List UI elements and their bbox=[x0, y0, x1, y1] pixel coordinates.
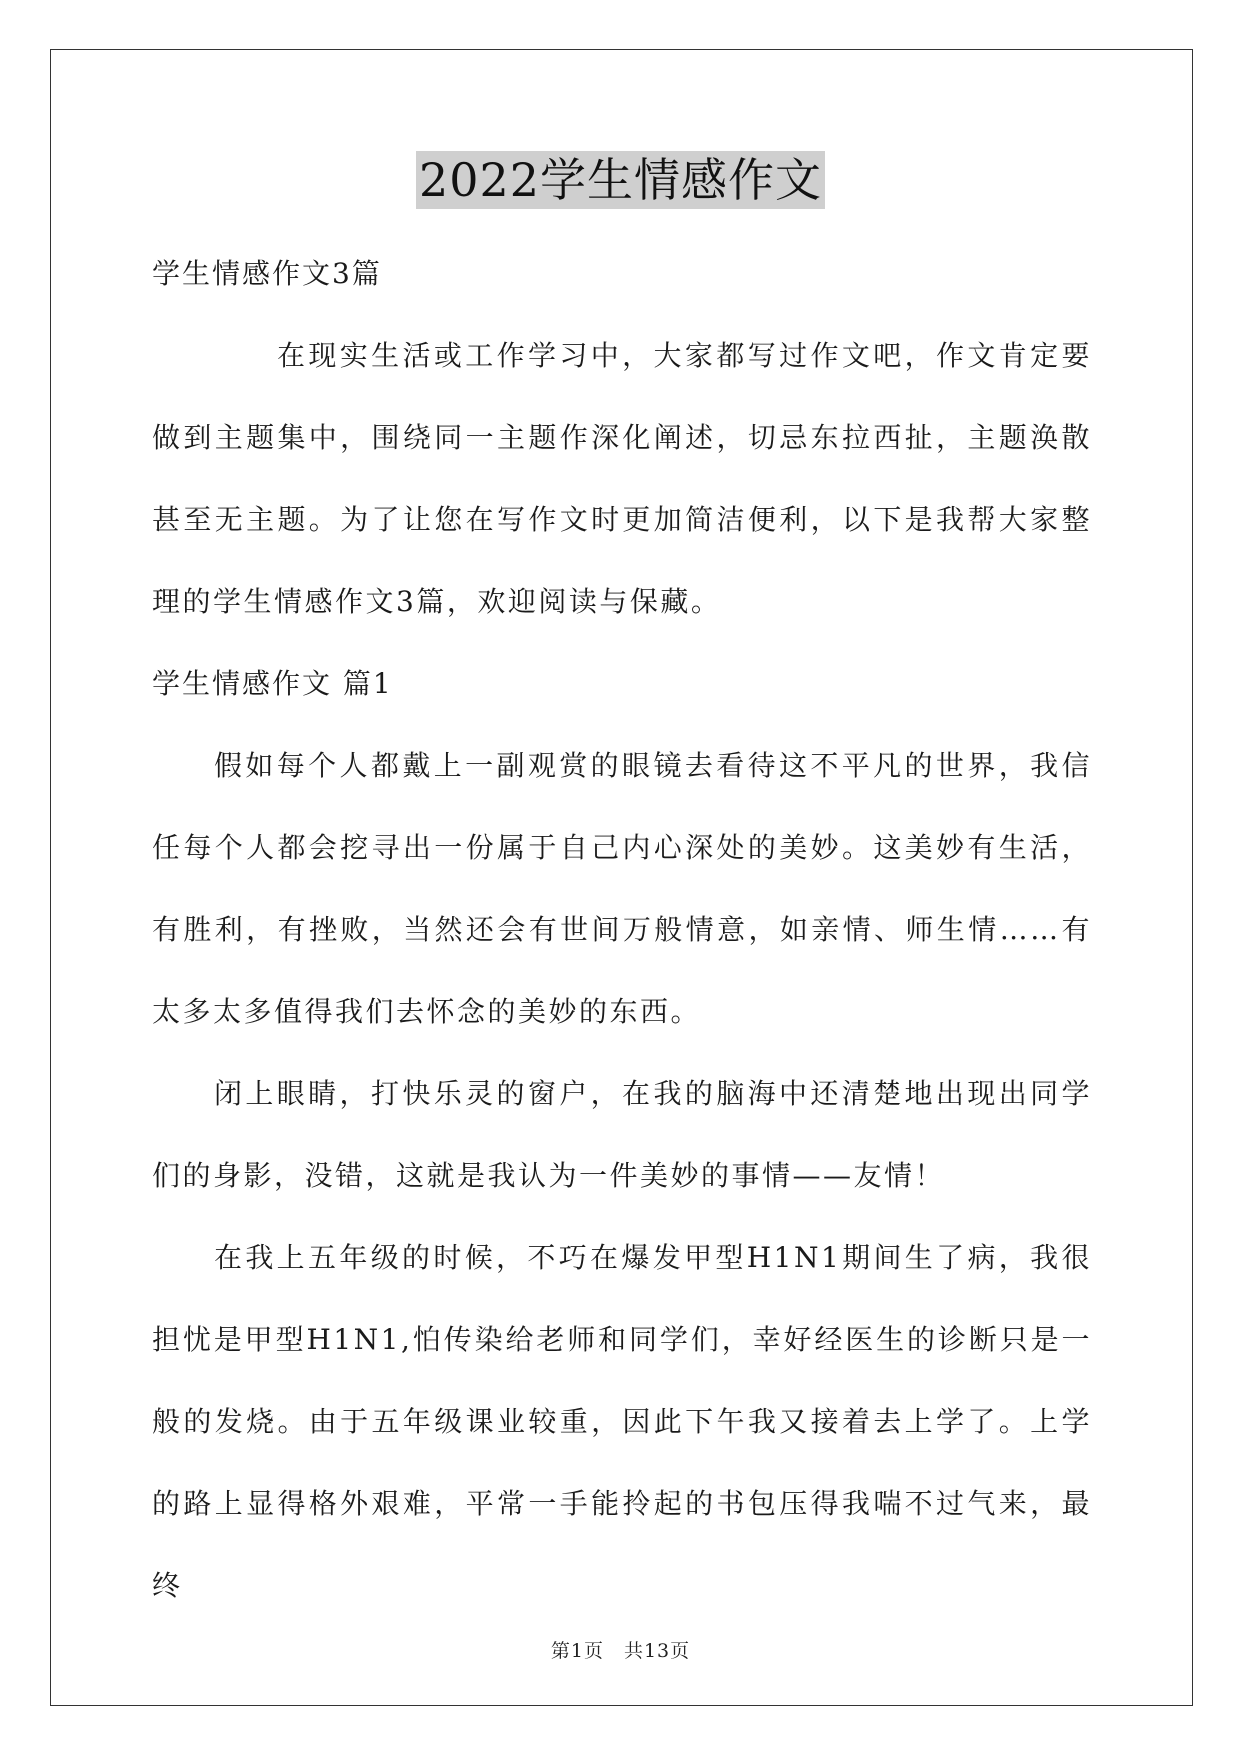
body-paragraph: 在我上五年级的时候，不巧在爆发甲型H1N1期间生了病，我很担忧是甲型H1N1,怕传染给老师和同学们，幸好经医生的诊断只是一般的发烧。由于五年级课业较重，因此下午我又接着去上学了。上学的路上显得格外艰难，平常一手能拎起的书包压得我喘不过气来，最终 bbox=[152, 1241, 1092, 1602]
intro-paragraph: 在现实生活或工作学习中，大家都写过作文吧，作文肯定要做到主题集中，围绕同一主题作深化阐述，切忌东拉西扯，主题涣散甚至无主题。为了让您在写作文时更加简洁便利，以下是我帮大家整理的学生情感作文3篇，欢迎阅读与保藏。 bbox=[152, 339, 1092, 618]
page-number: 第1页 共13页 bbox=[550, 1640, 691, 1662]
document-title: 2022学生情感作文 bbox=[416, 151, 825, 209]
document-subtitle: 学生情感作文3篇 bbox=[152, 257, 382, 290]
section-heading: 学生情感作文 篇1 bbox=[152, 667, 393, 700]
title-container bbox=[0, 151, 1241, 209]
body-paragraph: 假如每个人都戴上一副观赏的眼镜去看待这不平凡的世界，我信任每个人都会挖寻出一份属于自己内心深处的美妙。这美妙有生活，有胜利，有挫败，当然还会有世间万般情意，如亲情、师生情……有太多太多值得我们去怀念的美妙的东西。 bbox=[152, 749, 1092, 1028]
document-body bbox=[152, 233, 1092, 1627]
body-paragraph: 闭上眼睛，打快乐灵的窗户，在我的脑海中还清楚地出现出同学们的身影，没错，这就是我认为一件美妙的事情——友情！ bbox=[152, 1077, 1092, 1192]
